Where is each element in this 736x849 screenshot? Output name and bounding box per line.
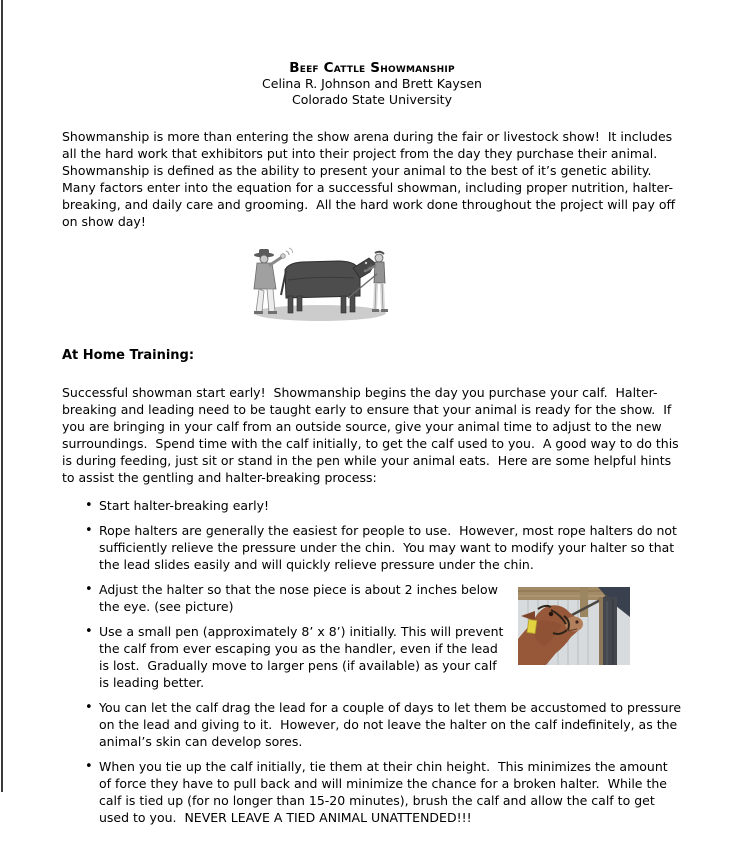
authors-line: Celina R. Johnson and Brett Kaysen [262,76,482,91]
hints-list [62,497,686,826]
list-item [62,758,682,826]
title-block [62,60,682,108]
list-item [62,623,682,691]
document-content [0,60,736,826]
section-heading-at-home-training: At Home Training: [62,348,195,363]
list-item [62,497,682,514]
bullet-text: You can let the calf drag the lead for a couple of days to let them be accustomed to pressure on the lead and giving to it. However, do not leave the halter on the calf indefinitely, as the animal’s skin can develop sores. [99,700,686,749]
intro-paragraph: Showmanship is more than entering the show arena during the fair or livestock show! It includes all the hard work that exhibitors put into their project from the day they purchase their animal. Showmanship is defined as the ability to present your animal to the best of it’s genetic ability. Many factors enter into the equation for a successful showman, including proper nutrition, halter-breaking, and daily care and grooming. All the hard work done throughout the project will pay off on show day! [62,129,680,229]
bullet-text: Adjust the halter so that the nose piece is about 2 inches below the eye. (see picture) [99,582,502,614]
bullet-text: Use a small pen (approximately 8’ x 8’) initially. This will prevent the calf from ever escaping you as the handler, even if the lead is lost. Gradually move to larger pens (if available) as your calf is leading better. [99,624,508,690]
bullet-text: When you tie up the calf initially, tie them at their chin height. This minimizes the amount of force they have to pull back and will minimize the chance for a broken halter. While the calf is tied up (for no longer than 15-20 minutes), brush the calf and allow the calf to get used to you. NEVER LEAVE A TIED ANIMAL UNATTENDED!!! [99,759,672,825]
list-item [62,522,682,573]
institution-line: Colorado State University [292,92,452,107]
page-left-border [1,0,3,792]
judge-steer-exhibitor-illustration [236,246,398,324]
showmanship-clipart [236,246,398,324]
bullet-text: Start halter-breaking early! [99,498,270,513]
list-item [62,699,686,750]
bullet-text: Rope halters are generally the easiest for people to use. However, most rope halters do not sufficiently relieve the pressure under the chin. You may want to modify your halter so that the lead slides easily and will quickly relieve pressure under the chin. [99,523,681,572]
list-item [62,581,682,615]
section-paragraph: Successful showman start early! Showmanship begins the day you purchase your calf. Halter-breaking and leading need to be taught early to ensure that your animal is ready for the show. If you are bringing in your calf from an outside source, give your animal time to adjust to the new surroundings. Spend time with the calf initially, to get the calf used to you. A good way to do this is during feeding, just sit or stand in the pen while your animal eats. Here are some helpful hints to assist the gentling and halter-breaking process: [62,385,683,485]
page-title: Beef Cattle Showmanship [289,60,455,76]
